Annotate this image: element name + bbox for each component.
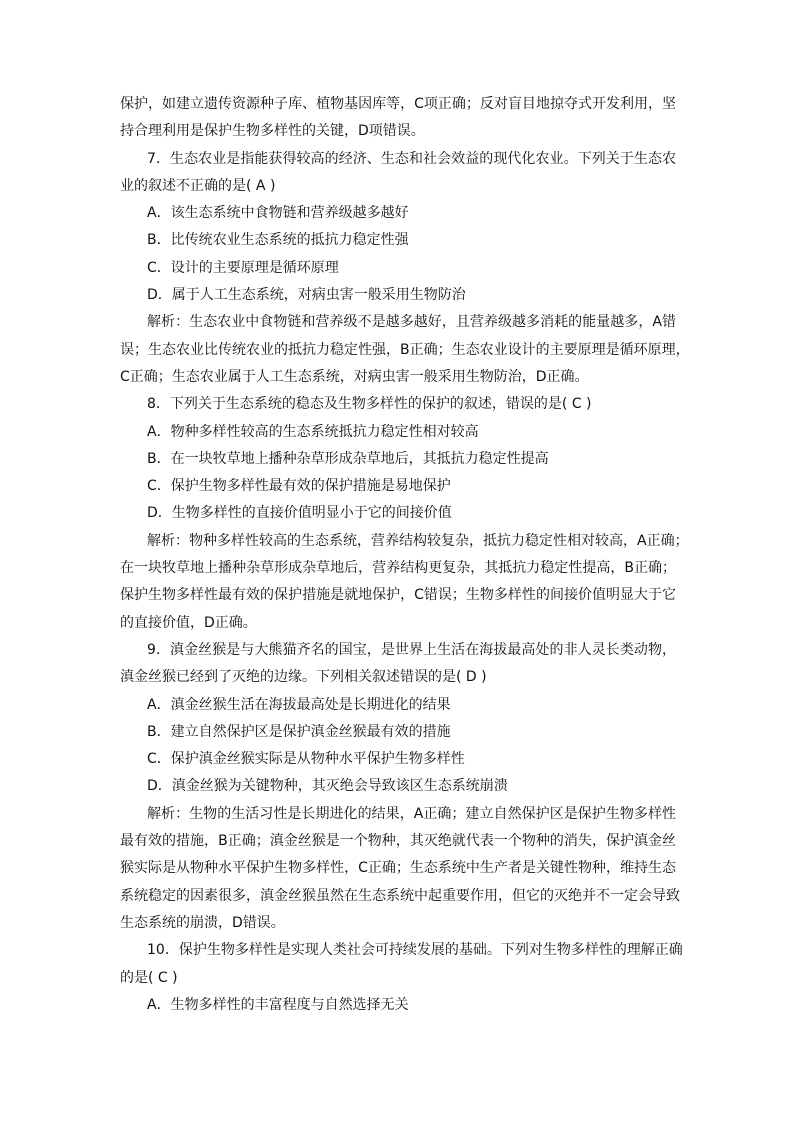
question-8-option-c: C．保护生物多样性最有效的保护措施是易地保护	[147, 478, 451, 495]
question-9-stem: 滇金丝猴已经到了灭绝的边缘。下列相关叙述错误的是( D )	[120, 669, 487, 686]
question-7-analysis: 误；生态农业比传统农业的抵抗力稳定性强，B正确；生态农业设计的主要原理是循环原理，	[120, 341, 690, 358]
question-8-option-d: D．生物多样性的直接价值明显小于它的间接价值	[147, 505, 452, 522]
question-10-stem: 的是( C )	[120, 969, 178, 986]
question-7-option-d: D．属于人工生态系统，对病虫害一般采用生物防治	[147, 287, 466, 304]
question-9-analysis: 解析：生物的生活习性是长期进化的结果，A正确；建立自然保护区是保护生物多样性	[147, 805, 676, 822]
question-7-option-b: B．比传统农业生态系统的抵抗力稳定性强	[147, 232, 409, 249]
question-8-option-a: A．物种多样性较高的生态系统抵抗力稳定性相对较高	[147, 423, 479, 440]
text-line: 持合理利用是保护生物多样性的关键，D项错误。	[120, 123, 425, 140]
question-8-analysis: 在一块牧草地上播种杂草形成杂草地后，营养结构更复杂，其抵抗力稳定性提高，B正确；	[120, 560, 676, 577]
question-9-analysis: 猴实际是从物种水平保护生物多样性，C正确；生态系统中生产者是关键性物种，维持生态	[120, 860, 676, 877]
question-8-option-b: B．在一块牧草地上播种杂草形成杂草地后，其抵抗力稳定性提高	[147, 450, 549, 467]
question-8-stem: 8．下列关于生态系统的稳态及生物多样性的保护的叙述，错误的是( C )	[147, 396, 592, 413]
question-10-stem: 10．保护生物多样性是实现人类社会可持续发展的基础。下列对生物多样性的理解正确	[147, 942, 683, 959]
question-9-option-b: B．建立自然保护区是保护滇金丝猴最有效的措施	[147, 723, 451, 740]
document-body	[120, 91, 690, 1019]
question-7-analysis: C正确；生态农业属于人工生态系统，对病虫害一般采用生物防治，D正确。	[120, 368, 589, 385]
question-9-option-a: A．滇金丝猴生活在海拔最高处是长期进化的结果	[147, 696, 451, 713]
question-8-analysis: 解析：物种多样性较高的生态系统，营养结构较复杂，抵抗力稳定性相对较高，A正确；	[147, 532, 689, 549]
question-7-option-a: A．该生态系统中食物链和营养级越多越好	[147, 205, 409, 222]
question-9-option-d: D．滇金丝猴为关键物种，其灭绝会导致该区生态系统崩溃	[147, 778, 508, 795]
question-9-analysis: 系统稳定的因素很多，滇金丝猴虽然在生态系统中起重要作用，但它的灭绝并不一定会导致	[120, 887, 680, 904]
text-line: 保护，如建立遗传资源种子库、植物基因库等，C项正确；反对盲目地掠夺式开发利用，坚	[120, 96, 676, 112]
question-8-analysis: 保护生物多样性最有效的保护措施是就地保护，C错误；生物多样性的间接价值明显大于它	[120, 587, 676, 604]
question-8-analysis: 的直接价值，D正确。	[120, 614, 257, 631]
question-9-analysis: 最有效的措施，B正确；滇金丝猴是一个物种，其灭绝就代表一个物种的消失，保护滇金丝	[120, 833, 676, 850]
question-9-option-c: C．保护滇金丝猴实际是从物种水平保护生物多样性	[147, 751, 465, 768]
question-9-stem: 9．滇金丝猴是与大熊猫齐名的国宝，是世界上生活在海拔最高处的非人灵长类动物，	[147, 641, 676, 658]
question-9-analysis: 生态系统的崩溃，D错误。	[120, 914, 285, 931]
question-7-analysis: 解析：生态农业中食物链和营养级不是越多越好，且营养级越多消耗的能量越多，A错	[147, 314, 676, 331]
question-7-option-c: C．设计的主要原理是循环原理	[147, 259, 339, 276]
question-10-option-a: A．生物多样性的丰富程度与自然选择无关	[147, 996, 409, 1013]
question-7-stem: 7．生态农业是指能获得较高的经济、生态和社会效益的现代化农业。下列关于生态农	[147, 150, 676, 167]
question-7-stem: 业的叙述不正确的是( A )	[120, 177, 276, 194]
